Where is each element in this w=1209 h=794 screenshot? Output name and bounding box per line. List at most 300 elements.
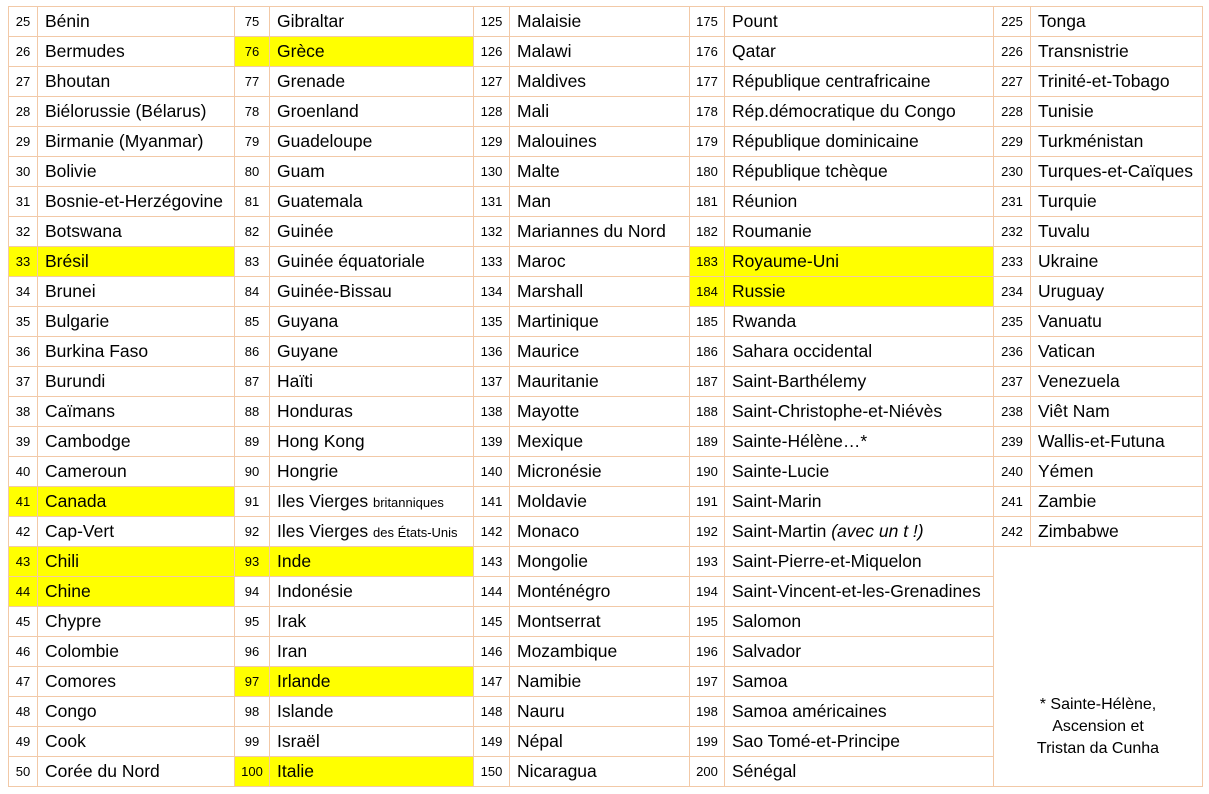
footnote-line: * Sainte-Hélène, (1039, 696, 1157, 713)
country-name (510, 37, 690, 67)
entry-number: 148 (474, 697, 510, 727)
country-label: Israël (277, 731, 320, 751)
entry-number: 131 (474, 187, 510, 217)
country-label: Salomon (732, 611, 802, 631)
footnote (994, 547, 1203, 787)
country-name (725, 547, 994, 577)
country-name (38, 67, 235, 97)
country-label: Russie (732, 281, 786, 301)
entry-number: 231 (994, 187, 1031, 217)
country-name (510, 577, 690, 607)
table-row (9, 127, 1203, 157)
country-label: Monténégro (517, 581, 611, 601)
country-name (510, 247, 690, 277)
entry-number: 186 (690, 337, 725, 367)
entry-number: 137 (474, 367, 510, 397)
country-label: Honduras (277, 401, 353, 421)
country-label: Sao Tomé-et-Principe (732, 731, 900, 751)
country-name (510, 277, 690, 307)
country-label: Mayotte (517, 401, 580, 421)
entry-number: 176 (690, 37, 725, 67)
entry-number: 141 (474, 487, 510, 517)
country-label: Vanuatu (1038, 311, 1102, 331)
country-label: Botswana (45, 221, 122, 241)
table-row (9, 37, 1203, 67)
entry-number: 40 (9, 457, 38, 487)
entry-number: 98 (235, 697, 270, 727)
country-name (270, 37, 474, 67)
country-name (1031, 397, 1203, 427)
country-name (725, 277, 994, 307)
entry-number: 227 (994, 67, 1031, 97)
country-name (1031, 7, 1203, 37)
country-name (725, 607, 994, 637)
entry-number: 239 (994, 427, 1031, 457)
country-label: République centrafricaine (732, 71, 931, 91)
entry-number: 35 (9, 307, 38, 337)
entry-number: 143 (474, 547, 510, 577)
country-name (38, 607, 235, 637)
country-name (270, 277, 474, 307)
country-name (725, 667, 994, 697)
country-label: Cameroun (45, 461, 127, 481)
country-name (510, 187, 690, 217)
country-label: Burkina Faso (45, 341, 149, 361)
entry-number: 39 (9, 427, 38, 457)
country-name (38, 97, 235, 127)
entry-number: 46 (9, 637, 38, 667)
country-label: Royaume-Uni (732, 251, 839, 271)
country-label: Transnistrie (1038, 41, 1129, 61)
entry-number: 76 (235, 37, 270, 67)
country-name (510, 7, 690, 37)
country-name (510, 67, 690, 97)
country-name (725, 637, 994, 667)
country-name (1031, 307, 1203, 337)
country-label-suffix: britanniques (373, 495, 444, 510)
entry-number: 25 (9, 7, 38, 37)
country-label: Martinique (517, 311, 599, 331)
entry-number: 147 (474, 667, 510, 697)
country-label: Irak (277, 611, 307, 631)
country-label: Viêt Nam (1038, 401, 1110, 421)
country-label: Mozambique (517, 641, 618, 661)
country-name (725, 487, 994, 517)
country-label: Guam (277, 161, 325, 181)
country-name (1031, 487, 1203, 517)
country-name (270, 67, 474, 97)
entry-number: 190 (690, 457, 725, 487)
entry-number: 43 (9, 547, 38, 577)
country-name (510, 697, 690, 727)
entry-number: 237 (994, 367, 1031, 397)
entry-number: 135 (474, 307, 510, 337)
country-label: Montserrat (517, 611, 601, 631)
country-name (270, 97, 474, 127)
country-name (725, 517, 994, 547)
entry-number: 92 (235, 517, 270, 547)
country-label: Zimbabwe (1038, 521, 1119, 541)
country-name (725, 67, 994, 97)
country-label: Bhoutan (45, 71, 111, 91)
entry-number: 145 (474, 607, 510, 637)
country-name (38, 247, 235, 277)
entry-number: 31 (9, 187, 38, 217)
country-name (510, 727, 690, 757)
country-name (270, 307, 474, 337)
country-label: Mali (517, 101, 550, 121)
country-label: Salvador (732, 641, 802, 661)
country-name (270, 577, 474, 607)
entry-number: 47 (9, 667, 38, 697)
entry-number: 93 (235, 547, 270, 577)
entry-number: 99 (235, 727, 270, 757)
country-label: Mauritanie (517, 371, 599, 391)
country-name (270, 427, 474, 457)
country-label: Gibraltar (277, 11, 345, 31)
country-label: Bulgarie (45, 311, 110, 331)
country-label-suffix: (avec un t !) (831, 521, 924, 541)
entry-number: 97 (235, 667, 270, 697)
country-name (270, 757, 474, 787)
country-label: Mongolie (517, 551, 589, 571)
table-row (9, 397, 1203, 427)
country-label: Malaisie (517, 11, 582, 31)
country-name (270, 727, 474, 757)
country-name (510, 667, 690, 697)
entry-number: 175 (690, 7, 725, 37)
entry-number: 181 (690, 187, 725, 217)
country-name (38, 7, 235, 37)
country-name (270, 457, 474, 487)
country-label: Congo (45, 701, 97, 721)
entry-number: 138 (474, 397, 510, 427)
country-name (38, 427, 235, 457)
country-name (270, 517, 474, 547)
country-label: Sainte-Lucie (732, 461, 830, 481)
entry-number: 136 (474, 337, 510, 367)
country-label: Uruguay (1038, 281, 1105, 301)
table-row (9, 7, 1203, 37)
country-label: Cap-Vert (45, 521, 115, 541)
country-label: Turques-et-Caïques (1038, 161, 1193, 181)
country-name (38, 157, 235, 187)
country-name (510, 427, 690, 457)
country-label: Man (517, 191, 552, 211)
entry-number: 27 (9, 67, 38, 97)
country-label: Micronésie (517, 461, 602, 481)
table-row (9, 67, 1203, 97)
country-name (1031, 97, 1203, 127)
entry-number: 180 (690, 157, 725, 187)
entry-number: 79 (235, 127, 270, 157)
country-label: Maurice (517, 341, 580, 361)
entry-number: 197 (690, 667, 725, 697)
country-label: Namibie (517, 671, 582, 691)
country-label: Burundi (45, 371, 106, 391)
country-name (510, 307, 690, 337)
country-label: Venezuela (1038, 371, 1120, 391)
entry-number: 179 (690, 127, 725, 157)
entry-number: 236 (994, 337, 1031, 367)
country-name (725, 397, 994, 427)
country-name (38, 337, 235, 367)
country-name (270, 247, 474, 277)
country-name (1031, 277, 1203, 307)
country-label: Tunisie (1038, 101, 1094, 121)
entry-number: 28 (9, 97, 38, 127)
entry-number: 81 (235, 187, 270, 217)
entry-number: 192 (690, 517, 725, 547)
country-label: Bosnie-et-Herzégovine (45, 191, 224, 211)
entry-number: 132 (474, 217, 510, 247)
entry-number: 182 (690, 217, 725, 247)
table-row (9, 547, 1203, 577)
entry-number: 144 (474, 577, 510, 607)
country-name (270, 127, 474, 157)
entry-number: 233 (994, 247, 1031, 277)
country-label: Maldives (517, 71, 587, 91)
country-label: Guadeloupe (277, 131, 373, 151)
entry-number: 241 (994, 487, 1031, 517)
entry-number: 178 (690, 97, 725, 127)
country-label: Sahara occidental (732, 341, 873, 361)
country-name (1031, 217, 1203, 247)
country-label: Tonga (1038, 11, 1086, 31)
table-row (9, 337, 1203, 367)
country-name (270, 667, 474, 697)
country-label: Turquie (1038, 191, 1097, 211)
country-name (725, 427, 994, 457)
entry-number: 36 (9, 337, 38, 367)
table-row (9, 217, 1203, 247)
country-label: Zambie (1038, 491, 1097, 511)
country-name (1031, 247, 1203, 277)
country-label: Colombie (45, 641, 119, 661)
country-name (270, 157, 474, 187)
entry-number: 32 (9, 217, 38, 247)
entry-number: 140 (474, 457, 510, 487)
country-name (1031, 157, 1203, 187)
country-label: Bolivie (45, 161, 97, 181)
entry-number: 134 (474, 277, 510, 307)
country-label: Maroc (517, 251, 566, 271)
table-row (9, 487, 1203, 517)
country-label: Guinée (277, 221, 334, 241)
country-name (510, 517, 690, 547)
country-name (1031, 427, 1203, 457)
country-name (510, 457, 690, 487)
country-name (270, 637, 474, 667)
country-label: Biélorussie (Bélarus) (45, 101, 207, 121)
entry-number: 199 (690, 727, 725, 757)
entry-number: 129 (474, 127, 510, 157)
country-label: Tuvalu (1038, 221, 1090, 241)
country-name (1031, 67, 1203, 97)
country-name (510, 157, 690, 187)
country-label: Samoa américaines (732, 701, 887, 721)
entry-number: 75 (235, 7, 270, 37)
country-label: Caïmans (45, 401, 116, 421)
entry-number: 189 (690, 427, 725, 457)
table-row (9, 247, 1203, 277)
country-name (510, 97, 690, 127)
country-label: Canada (45, 491, 107, 511)
footnote-line: Tristan da Cunha (1036, 740, 1160, 757)
country-name (1031, 37, 1203, 67)
entry-number: 38 (9, 397, 38, 427)
table-row (9, 187, 1203, 217)
entry-number: 193 (690, 547, 725, 577)
country-name (1031, 367, 1203, 397)
country-name (725, 757, 994, 787)
country-name (510, 637, 690, 667)
table-row (9, 517, 1203, 547)
country-label: Saint-Christophe-et-Niévès (732, 401, 943, 421)
entry-number: 146 (474, 637, 510, 667)
country-label: Guinée-Bissau (277, 281, 392, 301)
country-label: Italie (277, 761, 314, 781)
country-name (38, 307, 235, 337)
country-name (510, 397, 690, 427)
country-name (1031, 457, 1203, 487)
country-table (8, 6, 1203, 787)
country-label: Inde (277, 551, 312, 571)
entry-number: 133 (474, 247, 510, 277)
entry-number: 50 (9, 757, 38, 787)
country-name (38, 517, 235, 547)
country-label: Brésil (45, 251, 89, 271)
entry-number: 88 (235, 397, 270, 427)
country-name (38, 127, 235, 157)
country-label: Guyane (277, 341, 339, 361)
entry-number: 84 (235, 277, 270, 307)
country-name (38, 697, 235, 727)
country-label: Saint-Marin (732, 491, 822, 511)
country-label: Trinité-et-Tobago (1038, 71, 1170, 91)
entry-number: 83 (235, 247, 270, 277)
country-name (510, 757, 690, 787)
entry-number: 228 (994, 97, 1031, 127)
country-label: Saint-Vincent-et-les-Grenadines (732, 581, 981, 601)
country-label: Comores (45, 671, 116, 691)
country-name (725, 97, 994, 127)
country-name (510, 127, 690, 157)
country-label: Sénégal (732, 761, 797, 781)
entry-number: 200 (690, 757, 725, 787)
entry-number: 130 (474, 157, 510, 187)
entry-number: 96 (235, 637, 270, 667)
country-label: Bermudes (45, 41, 125, 61)
entry-number: 29 (9, 127, 38, 157)
entry-number: 226 (994, 37, 1031, 67)
entry-number: 149 (474, 727, 510, 757)
country-name (270, 7, 474, 37)
table-row (9, 97, 1203, 127)
country-label: République dominicaine (732, 131, 919, 151)
country-name (725, 247, 994, 277)
country-label: Saint-Barthélemy (732, 371, 867, 391)
country-name (725, 457, 994, 487)
entry-number: 125 (474, 7, 510, 37)
country-label: Saint-Martin (732, 521, 827, 541)
country-label: Malawi (517, 41, 572, 61)
entry-number: 26 (9, 37, 38, 67)
country-name (270, 547, 474, 577)
entry-number: 42 (9, 517, 38, 547)
country-label: Bénin (45, 11, 90, 31)
entry-number: 240 (994, 457, 1031, 487)
table-row (9, 307, 1203, 337)
entry-number: 225 (994, 7, 1031, 37)
country-name (270, 367, 474, 397)
country-name (38, 637, 235, 667)
country-label: Moldavie (517, 491, 588, 511)
country-name (270, 397, 474, 427)
country-label: Samoa (732, 671, 788, 691)
country-name (38, 217, 235, 247)
country-label: Ukraine (1038, 251, 1099, 271)
country-name (1031, 127, 1203, 157)
entry-number: 128 (474, 97, 510, 127)
country-label: Yémen (1038, 461, 1094, 481)
entry-number: 191 (690, 487, 725, 517)
country-label: Haïti (277, 371, 313, 391)
country-name (725, 727, 994, 757)
country-label: Guyana (277, 311, 339, 331)
table-row (9, 277, 1203, 307)
entry-number: 150 (474, 757, 510, 787)
footnote-line: Ascension et (1052, 718, 1144, 735)
entry-number: 196 (690, 637, 725, 667)
country-name (270, 217, 474, 247)
country-name (38, 547, 235, 577)
country-name (38, 667, 235, 697)
country-name (38, 37, 235, 67)
country-label: Qatar (732, 41, 776, 61)
entry-number: 85 (235, 307, 270, 337)
country-name (725, 37, 994, 67)
country-label: Iles Vierges (277, 521, 369, 541)
entry-number: 142 (474, 517, 510, 547)
country-name (38, 727, 235, 757)
country-name (725, 157, 994, 187)
entry-number: 194 (690, 577, 725, 607)
country-label: Iran (277, 641, 308, 661)
entry-number: 234 (994, 277, 1031, 307)
country-label: Chili (45, 551, 80, 571)
country-name (510, 217, 690, 247)
entry-number: 195 (690, 607, 725, 637)
entry-number: 41 (9, 487, 38, 517)
entry-number: 95 (235, 607, 270, 637)
country-label: Cook (45, 731, 86, 751)
country-label: Malouines (517, 131, 597, 151)
country-label: Saint-Pierre-et-Miquelon (732, 551, 922, 571)
entry-number: 139 (474, 427, 510, 457)
country-name (38, 457, 235, 487)
entry-number: 187 (690, 367, 725, 397)
country-name (725, 697, 994, 727)
country-label: Rép.démocratique du Congo (732, 101, 956, 121)
entry-number: 77 (235, 67, 270, 97)
entry-number: 49 (9, 727, 38, 757)
table-row (9, 367, 1203, 397)
country-label: Mexique (517, 431, 584, 451)
entry-number: 177 (690, 67, 725, 97)
entry-number: 82 (235, 217, 270, 247)
country-label: Turkménistan (1038, 131, 1144, 151)
